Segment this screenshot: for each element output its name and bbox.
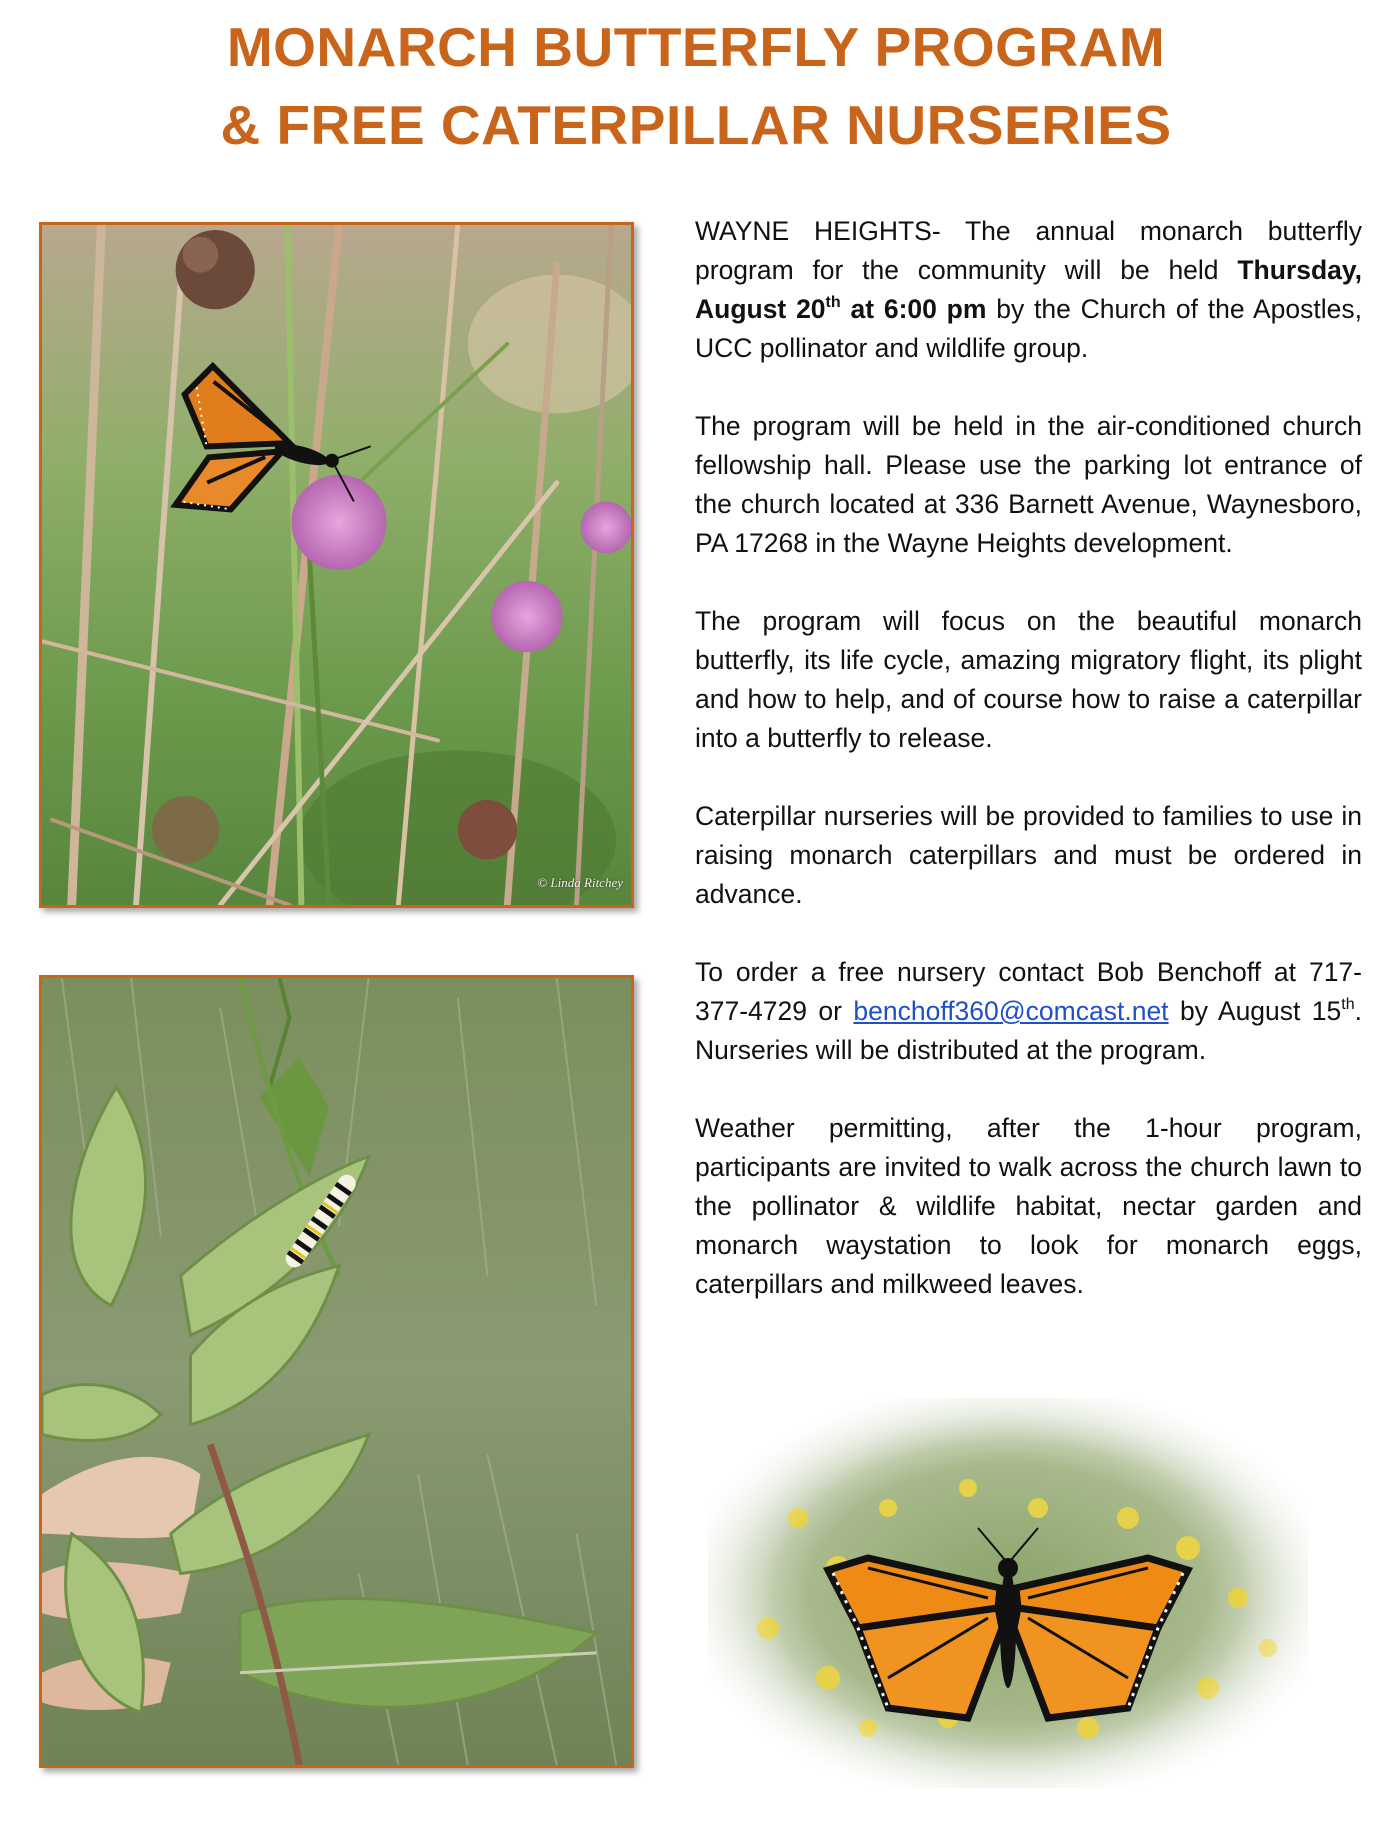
paragraph-event-intro — [695, 212, 1362, 368]
title-line-1: MONARCH BUTTERFLY PROGRAM — [226, 16, 1166, 78]
order-date-suffix: th — [1341, 996, 1355, 1013]
paragraph-location: The program will be held in the air-conditioned church fellowship hall. Please use the parking lot entrance of the church located at 336 Barnett Avenue, Waynesboro, PA 17268 in the Wayne Heights development. — [695, 411, 1362, 558]
event-date-suffix: th — [825, 294, 841, 311]
paragraph-weather: Weather permitting, after the 1-hour program, participants are invited to walk across the church lawn to the pollinator & wildlife habitat, nectar garden and monarch waystation to look for monarch eggs, caterpillars and milkweed leaves. — [695, 1113, 1362, 1299]
order-mid: by August 15 — [1168, 996, 1342, 1026]
monarch-on-yellow-flowers-photo — [708, 1398, 1308, 1788]
order-lead: To order a free nursery contact Bob Benchoff at 717-377-4729 or — [695, 957, 1362, 1026]
monarch-on-clover-photo — [39, 222, 634, 908]
event-day: Thursday, — [1237, 255, 1362, 285]
intro-tail: by the Church of the Apostles, UCC pollinator and wildlife group. — [695, 294, 1362, 363]
photo-credit: © Linda Ritchey — [537, 875, 623, 890]
intro-lead: WAYNE HEIGHTS- The annual monarch butterfly program for the community will be held — [695, 216, 1362, 285]
article-body — [695, 212, 1362, 1343]
page-title — [0, 8, 1392, 164]
email-link[interactable]: benchoff360@comcast.net — [853, 996, 1169, 1026]
paragraph-focus: The program will focus on the beautiful monarch butterfly, its life cycle, amazing migratory flight, its plight and how to help, and of course how to raise a caterpillar into a butterfly to release. — [695, 606, 1362, 753]
paragraph-nurseries: Caterpillar nurseries will be provided to families to use in raising monarch caterpillars and must be ordered in advance. — [695, 801, 1362, 909]
paragraph-order — [695, 953, 1362, 1070]
event-time: at 6:00 pm — [840, 294, 987, 324]
title-line-2: & FREE CATERPILLAR NURSERIES — [220, 94, 1172, 156]
caterpillar-on-milkweed-photo — [39, 975, 634, 1768]
event-date: August 20 — [695, 294, 826, 324]
order-tail: . Nurseries will be distributed at the program. — [695, 996, 1362, 1065]
